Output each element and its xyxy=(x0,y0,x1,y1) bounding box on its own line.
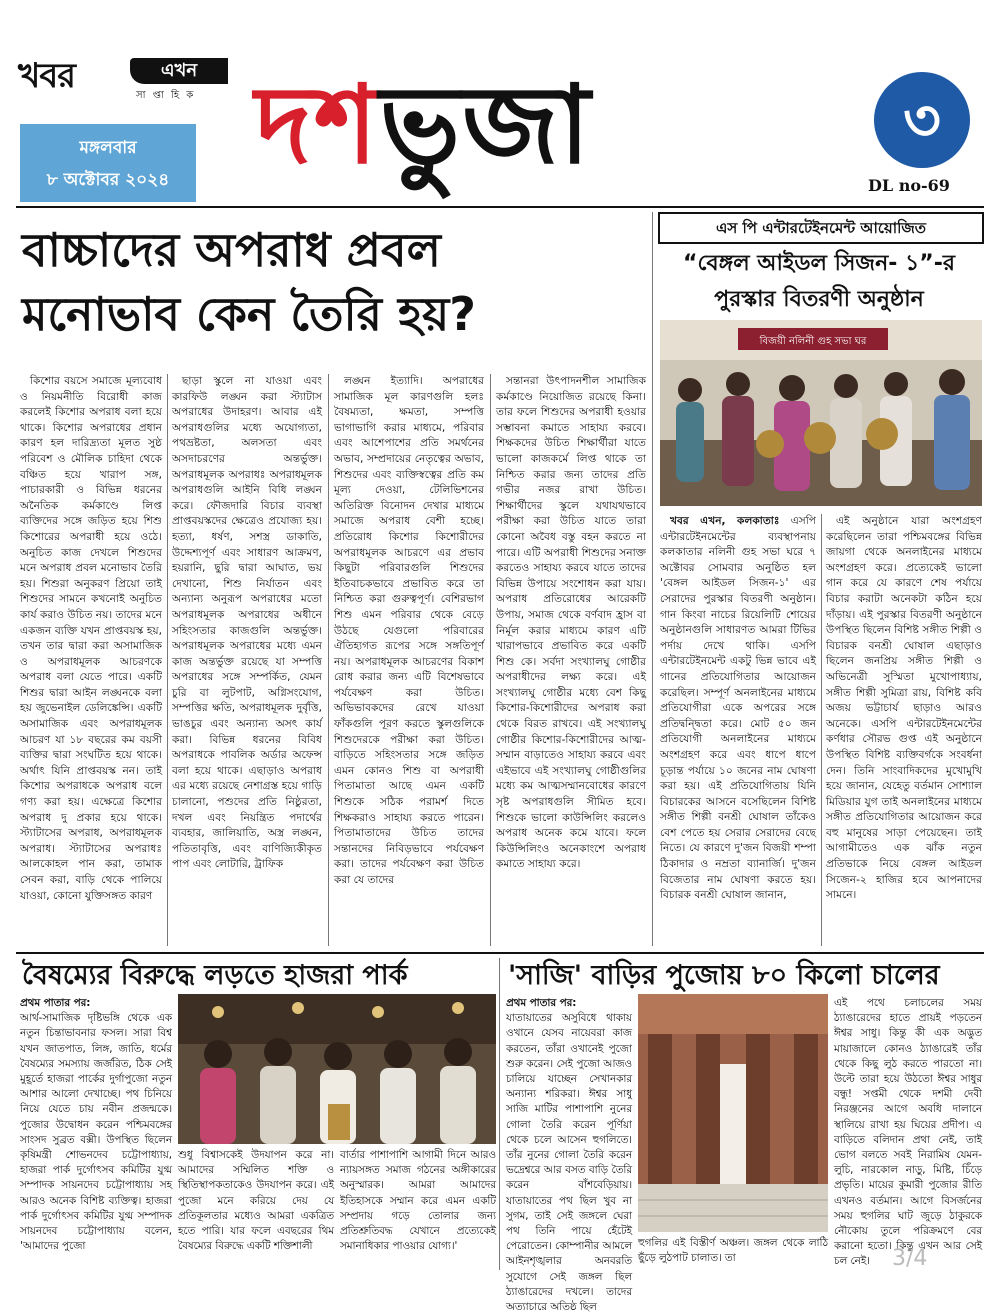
column-rule xyxy=(652,212,653,946)
saji-column-3 xyxy=(834,996,982,1270)
bottom-column-rule xyxy=(499,958,500,1270)
main-headline-line1: বাচ্চাদের অপরাধ প্রবল xyxy=(22,223,441,277)
banner-text: বিজয়ী নলিনী গুহ সভা ঘর xyxy=(759,336,867,347)
main-column-3 xyxy=(334,374,484,946)
saji-column-2-text: হুগলির এই বিস্তীর্ণ অঞ্চল। জঙ্গল থেকে লাঠি ছুঁড়ে লুঠপাট চালাত। তা xyxy=(638,1237,828,1265)
masthead-divider xyxy=(16,206,984,208)
hazra-column-1-text: আর্থ-সামাজিক দৃষ্টিভঙ্গি থেকে এক নতুন চিন্তাভাবনার ফসল। সারা বিশ্ব যখন জাতপাত, লিঙ্গ, জাতি, ধর্মের বৈষম্যের সমস্যায় জর্জরিত, ঠিক সেই মুহূর্তে হাজরা পার্কের দুর্গাপুজো নতুন আশার আলো দেখাচ্ছে। পথ চিনিয়ে নিয়ে যেতে চায় নবীন প্রজন্মকে। পুজোর উদ্বোধন করেন পশ্চিমবঙ্গের সাংসদ সুব্রত বক্সী। উপস্থিত ছিলেন কৃষিমন্ত্রী শোভনদেব চট্টোপাধ্যায়, হাজরা পার্ক দুর্গোৎসব কমিটির যুগ্ম সম্পাদক সায়নদেব চট্টোপাধ্যায় সহ আরও অনেক বিশিষ্ট ব্যক্তিত্ব। হাজরা পার্ক দুর্গোৎসব কমিটির যুগ্ম সম্পাদক সায়নদেব চট্টোপাধ্যায় বলেন, 'আমাদের পুজো xyxy=(20,1012,172,1253)
saji-lead: প্রথম পাতার পর: xyxy=(506,997,577,1009)
title-part1: দশ xyxy=(255,62,380,188)
hazra-column-2-text: শুধু বিশ্বাসকেই উদযাপন করে না। আমাদের সম্মিলিত শক্তি ও স্থিতিস্থাপকতাকেও উদযাপন করে। এই পুজো মনে করিয়ে দেয় যে প্রতিকূলতার মধ্যেও আমরা একত্রিত হতে পারি। যার ফলে এবছরের থিম বৈষম্যের বিরুদ্ধে একটি শক্তিশালী xyxy=(178,1149,334,1253)
side-dateline: খবর এখন, কলকাতাঃ xyxy=(670,515,780,527)
brand-word2: এখন xyxy=(130,58,228,84)
award-ceremony-photo xyxy=(660,320,982,506)
saji-column-1-text: যাতায়াতের অসুবিধে থাকায় ওখানে যেসব নায়েবরা কাজ করতেন, তাঁরা ওখানেই পুজো শুরু করেন। সেই পুজো আজও চালিয়ে যাচ্ছেন সেখানকার অন্যান্য শরিকরা। ঈশ্বর সাধু সাজি মাটির পাশাপাশি নুনের গোলা তৈরি করেন পূর্ণিয়া থেকে চলে আসেন হুগলিতে। তাঁর নুনের গোলা তৈরি করেন ভদ্রেশ্বরে আর বসত বাড়ি তৈরি করেন বাঁশবেড়িয়ায়। যাতায়াতের পথ ছিল খুব না সুগম, তাই সেই জঙ্গলে ঘেরা পথ তিনি পায়ে হেঁটেই পেরোতেন। কোম্পানীর আমলে আইনশৃঙ্খলার অনবরতি সুযোগে সেই জঙ্গল ছিল ঠ্যাঙারেদের দখলে। তাদের অত্যাচারে অতিষ্ঠ ছিল xyxy=(506,1012,632,1314)
side-headline xyxy=(660,246,978,318)
hazra-column-1 xyxy=(20,996,172,1270)
saji-house-photo xyxy=(638,994,828,1232)
dl-number: DL no-69 xyxy=(868,176,950,195)
section-divider xyxy=(16,952,984,954)
side-column-2-text: এই অনুষ্ঠানে যারা অংশগ্রহণ করেছিলেন তারা পশ্চিমবঙ্গের বিভিন্ন জায়গা থেকে অনলাইনের মাধ্যমে অংশগ্রহণ করে। প্রত্যেকেই ভালো গান করে যে কারণে শেষ পর্যায়ে বিচার করাটা অনেকটা কঠিন হয়ে দাঁড়ায়। এই পুরস্কার বিতরণী অনুষ্ঠানে উপস্থিত ছিলেন বিশিষ্ট সঙ্গীত শিল্পী ও বিচারক বনশ্রী ঘোষাল এছাড়াও ছিলেন জনপ্রিয় সঙ্গীত শিল্পী ও অভিনেত্রী সুস্মিতা মুখোপাধ্যায়, সঙ্গীত শিল্পী সুমিত্রা রায়, বিশিষ্ট কবি অজয় ভট্টাচার্য ছাড়াও আরও অনেকে। এসপি এন্টারটেইনমেন্টের কর্ণধার সৌরভ গুপ্ত এই অনুষ্ঠানে উপস্থিত বিশিষ্ট ব্যক্তিবর্গকে সংবর্ধনা দেন। তিনি সাংবাদিকদের মুখোমুখি হয়ে জানান, যেহেতু বর্তমান সোশ্যাল মিডিয়ার যুগ তাই অনলাইনের মাধ্যমে সঙ্গীত প্রতিযোগিতার আয়োজন করে বহু মানুষের সাড়া পেয়েছেন। তাই আগামীতেও এক ঝাঁক নতুন প্রতিভাকে নিয়ে বেঙ্গল আইডল সিজেন-২ হাজির হবে আপনাদের সামনে। xyxy=(826,515,982,902)
hazra-column-2 xyxy=(178,1148,334,1270)
main-column-2 xyxy=(172,374,322,946)
side-headline-line2: পুরস্কার বিতরণী অনুষ্ঠান xyxy=(714,287,924,312)
main-column-3-text: লঙ্ঘন ইত্যাদি। অপরাধের সামাজিক মূল কারণগুলি হলঃ বৈষম্যতা, ক্ষমতা, সম্পত্তি ভাগাভাগি করার মাধ্যমে, পরিবার এবং আশেপাশের প্রতি সমর্থনের অভাব, সম্প্রদায়ের নেতৃত্বের অভাব, শিশুদের এবং ব্যক্তিস্বত্বের প্রতি কম মূল্য দেওয়া, টেলিভিশনের অতিরিক্ত বিনোদন দেখার মাধ্যমে সমাজে অপরাধ বেশী হচ্ছে। প্রতিরোধ কিশোর কিশোরীদের অপরাধমূলক আচরণে এর প্রভাব কিছুটা পরিবারগুলি শিশুদের ইতিবাচকভাবে প্রভাবিত করে তা নিশ্চিত করা গুরুত্বপূর্ণ। বেশিরভাগ শিশু এমন পরিবার থেকে বেড়ে উঠছে যেগুলো পরিবারের ঐতিহ্যগত রূপের সঙ্গে সঙ্গতিপূর্ণ নয়। অপরাধমূলক আচরণের বিকাশ রোধ করার জন্য এটি বিশেষভাবে পর্যবেক্ষণ করা উচিত। অভিভাবকদের রেখে যাওয়া ফাঁকগুলি পূরণ করতে স্কুলগুলিকে শিশুদেরকে পরীক্ষা করা উচিত। বাড়িতে সহিংসতার সঙ্গে জড়িত এমন কোনও শিশু বা অপরাধী পিতামাতা আছে এমন একটি শিশুকে সঠিক পরামর্শ দিতে শিক্ষকরাও সাহায্য করতে পারেন। পিতামাতাদের উচিত তাদের সন্তানদের নিবিড়ভাবে পর্যবেক্ষণ করা। তাদের পর্যবেক্ষণ করা উচিত করা যে তাদের xyxy=(334,375,484,886)
main-headline-line2: মনোভাব কেন তৈরি হয়? xyxy=(22,287,476,341)
side-column-1-text: এসপি এন্টারটেইনমেন্টের ব্যবস্থাপনায় কলকাতার নলিনী গুহ সভা ঘরে ৭ অক্টোবর সোমবার অনুষ্ঠিত হল 'বেঙ্গল আইডল সিজন-১' এর সেরাদের পুরস্কার বিতরণী অনুষ্ঠান। গান কিংবা নাচের রিয়েলিটি শোয়ের অনুষ্ঠানগুলি সাধারণত আমরা টিভির পর্দায় দেখে থাকি। এসপি এন্টারটেইনমেন্ট একটু ভিন্ন ভাবে এই গানের প্রতিযোগিতার আয়োজন করেছিল। সম্পূর্ণ অনলাইনের মাধ্যমে প্রতিযোগীরা একে অপরের সঙ্গে প্রতিদ্বন্দ্বিতা করে। মোট ৫০ জন প্রতিযোগী অনলাইনের মাধ্যমে অংশগ্রহণ করে এবং ধাপে ধাপে চূড়ান্ত পর্যায়ে ১০ জনের নাম ঘোষণা করা হয়। এই প্রতিযোগিতায় যিনি বিচারকের আসনে বসেছিলেন বিশিষ্ট সঙ্গীত শিল্পী বনশ্রী ঘোষাল তাঁকেও বেশ পেতে হয় সেরার সেরাদের বেছে নিতে। যে কারণে দু'জন বিজয়ী শম্পা ঠিকাদার ও নম্রতা ব্যানার্জি। দু'জন বিজেতার নাম ঘোষণা করতে হয়। বিচারক বনশ্রী ঘোষাল জানান, xyxy=(660,515,816,902)
brand-tagline: সা প্তা হি ক xyxy=(136,90,196,101)
bottom-left-headline: বৈষম্যের বিরুদ্ধে লড়তে হাজরা পার্ক xyxy=(22,960,408,991)
column-rule xyxy=(328,374,329,946)
page-number-badge: ৩ xyxy=(874,72,970,168)
hazra-column-3-text: বার্তার পাশাপাশি আগামী দিনে আরও ন্যায়সঙ্গত সমাজ গঠনের অঙ্গীকারের অনুস্মারক। আমরা আমাদের ইতিহাসকে সম্মান করে এমন একটি সম্প্রদায় গড়ে তোলার জন্য প্রতিশ্রুতিবদ্ধ যেখানে প্রত্যেকেই সমানাধিকার পাওয়ার যোগ্য।' xyxy=(340,1149,496,1253)
hazra-lead: প্রথম পাতার পর: xyxy=(20,997,91,1009)
saji-column-3-text: এই পথে চলাচলের সময় ঠ্যাঙারেদের হাতে প্রায়ই পড়তেন ঈশ্বর সাধু। কিন্তু কী এক অদ্ভুত মায়াজালে কোনও ঠ্যাঙারেই তাঁর থেকে কিছু লুঠ করতে পারতো না। উল্টে তারা হয়ে উঠতো ঈশ্বর সাধুর বন্ধু! সপ্তমী থেকে দশমী দেবী নিরঞ্জনের আগে অবধি দালানে স্থালিয়ে রাখা হয় ঘিয়ের প্রদীপ। এ বাড়িতে বলিদান প্রথা নেই, তাই ভোগ বলতে সবই নিরামিষ যেমন-লুচি, নারকোল নাড়ু, মিষ্টি, চিঁড়ে প্রভৃতি। মায়ের কুমারী পুজোর রীতি এখনও বর্তমান। আগে বিসর্জনের সময় হুগলির ঘাট জুড়ে ঠাকুরকে নৌকোয় তুলে পরিক্রমণে বের করানো হতো। কিন্তু এখন আর সেই চল নেই। xyxy=(834,997,982,1268)
side-headline-line1: “বেঙ্গল আইডল সিজন- ১”-র xyxy=(682,251,956,276)
side-column-1 xyxy=(660,514,816,946)
column-rule xyxy=(821,514,822,946)
side-column-2 xyxy=(826,514,982,946)
date-label: ৮ অক্টোবর ২০২৪ xyxy=(46,170,170,190)
saji-column-2 xyxy=(638,1236,828,1270)
page-marker: 3/4 xyxy=(892,1246,928,1271)
saji-column-1 xyxy=(506,996,632,1314)
brand-logo xyxy=(18,50,230,112)
main-column-1-text: কিশোর বয়সে সমাজে মূল্যবোধ ও নিয়মনীতি বিরোধী কাজ করলেই কিশোর অপরাধ বলা হয়ে থাকে। কিশোর অপরাধের প্রধান কারণ হল দারিদ্র্যতা মূলত সুষ্ঠ পরিবেশ ও মৌলিক চাহিদা থেকে বঞ্চিত হয়ে খারাপ সঙ্গ, পাচারকারী ও বিভিন্ন ধরনের অনৈতিক কর্মকাণ্ডে লিপ্ত ব্যক্তিদের সঙ্গে জড়িত হয়ে শিশু কিশোরের অপরাধী হয়ে ওঠে। অনুচিত কাজ দেখলে শিশুদের মনে অপরাধ প্রবল মনোভাব তৈরি হয়। শিশুরা অনুকরণ প্রিয়ো তাই শিশুদের সামনে কখনোই অনুচিত কার্য করাও উচিত নয়। তাদের মনে একজন ব্যক্তি যখন প্রাপ্তবয়স্ক হয়, তখন তার দ্বারা করা অসামাজিক ও অপরাধমূলক আচরণকে অপরাধ বলা যেতে পারে। একটি শিশুর দ্বারা আইন লঙ্ঘনকে বলা হয় জুভেনাইল ডেলিঙ্কেন্সি। একটি অসামাজিক এবং অপরাধমূলক আচরণ যা ১৮ বছরের কম বয়সী ব্যক্তির দ্বারা সংঘটিত হয়ে থাকে। অর্থাৎ যিনি প্রাপ্তবয়স্ক নন। তাই কিশোর অপরাধকে অপরাধ বলে গণ্য করা হয়। এক্ষেত্রে কিশোর অপরাধ দু প্রকার হয়ে থাকে। স্ট্যাটাসের অপরাধ, অপরাধমূলক অপরাধ। স্ট্যাটাসের অপরাধঃ আলকোহল পান করা, তামাক সেবন করা, বাড়ি থেকে পালিয়ে যাওয়া, কোনো যুক্তিসঙ্গত কারণ xyxy=(20,375,162,902)
saji-photo-illustration xyxy=(638,994,828,1232)
main-column-2-text: ছাড়া স্কুলে না যাওয়া এবং কারফিউ লঙ্ঘন করা স্ট্যাটাস অপরাধের উদাহরণ। আবার এই অপরাধগুলির মধ্যে অযোগ্যতা, পথভ্রষ্টতা, অলসতা এবং অসদাচরণের অন্তর্ভুক্ত। অপরাধমূলক অপরাধঃ অপরাধমূলক অপরাধগুলি আইনি বিধি লঙ্ঘন করে। ফৌজদারি বিচার ব্যবস্থা প্রাপ্তবয়স্কদের ক্ষেত্রেও প্রযোজ্য হয়। হত্যা, ধর্ষণ, সশস্ত্র ডাকাতি, উদ্দেশ্যপূর্ণ এবং সাধারণ আক্রমণ, হয়রানি, ছুরি দ্বারা আঘাত, ভয় দেখানো, শিশু নির্যাতন এবং অন্যান্য অনুরূপ অপরাধের মতো অপরাধমূলক অপরাধের অধীনে সহিংসতার কাজগুলি অন্তর্ভুক্ত। অপরাধমূলক অপরাধের মধ্যে এমন কাজ অন্তর্ভুক্ত রয়েছে যা সম্পত্তি অপরাধের সঙ্গে সম্পর্কিত, যেমন চুরি বা লুটপাট, অগ্নিসংযোগ, সম্পত্তির ক্ষতি, অপরাধমূলক দুর্বৃত্তি, ভাঙচুর এবং অন্যান্য অসৎ কার্য করা। বিভিন্ন ধরনের বিবিধ অপরাধকে পাবলিক অর্ডার অফেন্স বলা হয়ে থাকে। এছাড়াও অপরাধ এর মধ্যে রয়েছে নেশাগ্রস্ত হয়ে গাড়ি চালানো, পশুদের প্রতি নিষ্ঠুরতা, দখল এবং নিয়ন্ত্রিত পদার্থের ব্যবহার, জালিয়াতি, অস্ত্র লঙ্ঘন, পতিতাবৃত্তি, এবং বাণিজ্যিকীকৃত পাপ এবং লোটারি, ট্রাফিক xyxy=(172,375,322,871)
column-rule xyxy=(490,374,491,946)
hazra-park-photo xyxy=(178,994,496,1144)
date-box xyxy=(20,124,196,202)
column-rule xyxy=(167,374,168,946)
main-column-4 xyxy=(496,374,646,946)
bottom-right-headline: 'সাজি' বাড়ির পুজোয় ৮০ কিলো চালের xyxy=(508,960,940,991)
organizer-banner xyxy=(658,212,984,244)
main-column-4-text: সন্তানরা উৎপাদনশীল সামাজিক কর্মকাণ্ডে নিয়োজিত রয়েছে কিনা। তার ফলে শিশুদের অপরাধী হওয়ার সম্ভাবনা কমাতে সাহায্য করবে। শিক্ষকদের উচিত শিক্ষার্থীরা যাতে ভালো কাজকর্মে লিপ্ত থাকে তা নিশ্চিত করার জন্য তাদের প্রতি গভীর নজর রাখা উচিত। শিক্ষার্থীদের স্কুলে যথাযথভাবে পরীক্ষা করা উচিত যাতে তারা কোনো অবৈধ বস্তু বহন করতে না পারে। এটি অপরাধী শিশুদের সনাক্ত করতেও সাহায্য করবে যাতে তাদের বিভিন্ন উপায়ে সংশোধন করা যায়। অপরাধ প্রতিরোধের আরেকটি উপায়, সমাজ থেকে বর্ণবাদ হ্রাস বা নির্মূল করার মাধ্যমে কারণ এটি খারাপভাবে প্রভাবিত করে একটি শিশু কে। সর্বদা সংখ্যালঘু গোষ্ঠীর অপরাধীদের লক্ষ্য করে। এই সংখ্যালঘু গোষ্ঠীর মধ্যে বেশ কিছু কিশোর-কিশোরীদের অপরাধ করা থেকে বিরত রাখবে। এই সংখ্যালঘু গোষ্ঠীর কিশোর-কিশোরীদের আত্ম-সম্মান বাড়াতেও সাহায্য করবে এবং এইভাবে এই সংখ্যালঘু গোষ্ঠীগুলির মধ্যে কম আত্মসম্মানবোধের কারণে সৃষ্ট অপরাধগুলি সীমিত হবে। শিশুকে ভালো কাউন্সিলিং করলেও অপরাধ অনেক কমে যাবে। ফলে কিউন্সিলিংও অনেকাংশে অপরাধ কমাতে সাহায্য করে। xyxy=(496,375,646,871)
main-column-1 xyxy=(20,374,162,946)
title-part2: ভুজা xyxy=(379,62,593,188)
main-headline xyxy=(22,218,642,346)
newspaper-title xyxy=(255,60,855,190)
organizer-text: এস পি এন্টারটেইনমেন্ট আয়োজিত xyxy=(715,219,927,237)
award-photo-illustration xyxy=(660,320,982,506)
hazra-column-3 xyxy=(340,1148,496,1270)
hazra-photo-illustration xyxy=(178,994,496,1144)
day-label: মঙ্গলবার xyxy=(79,138,137,158)
brand-word1: খবর xyxy=(18,56,75,96)
